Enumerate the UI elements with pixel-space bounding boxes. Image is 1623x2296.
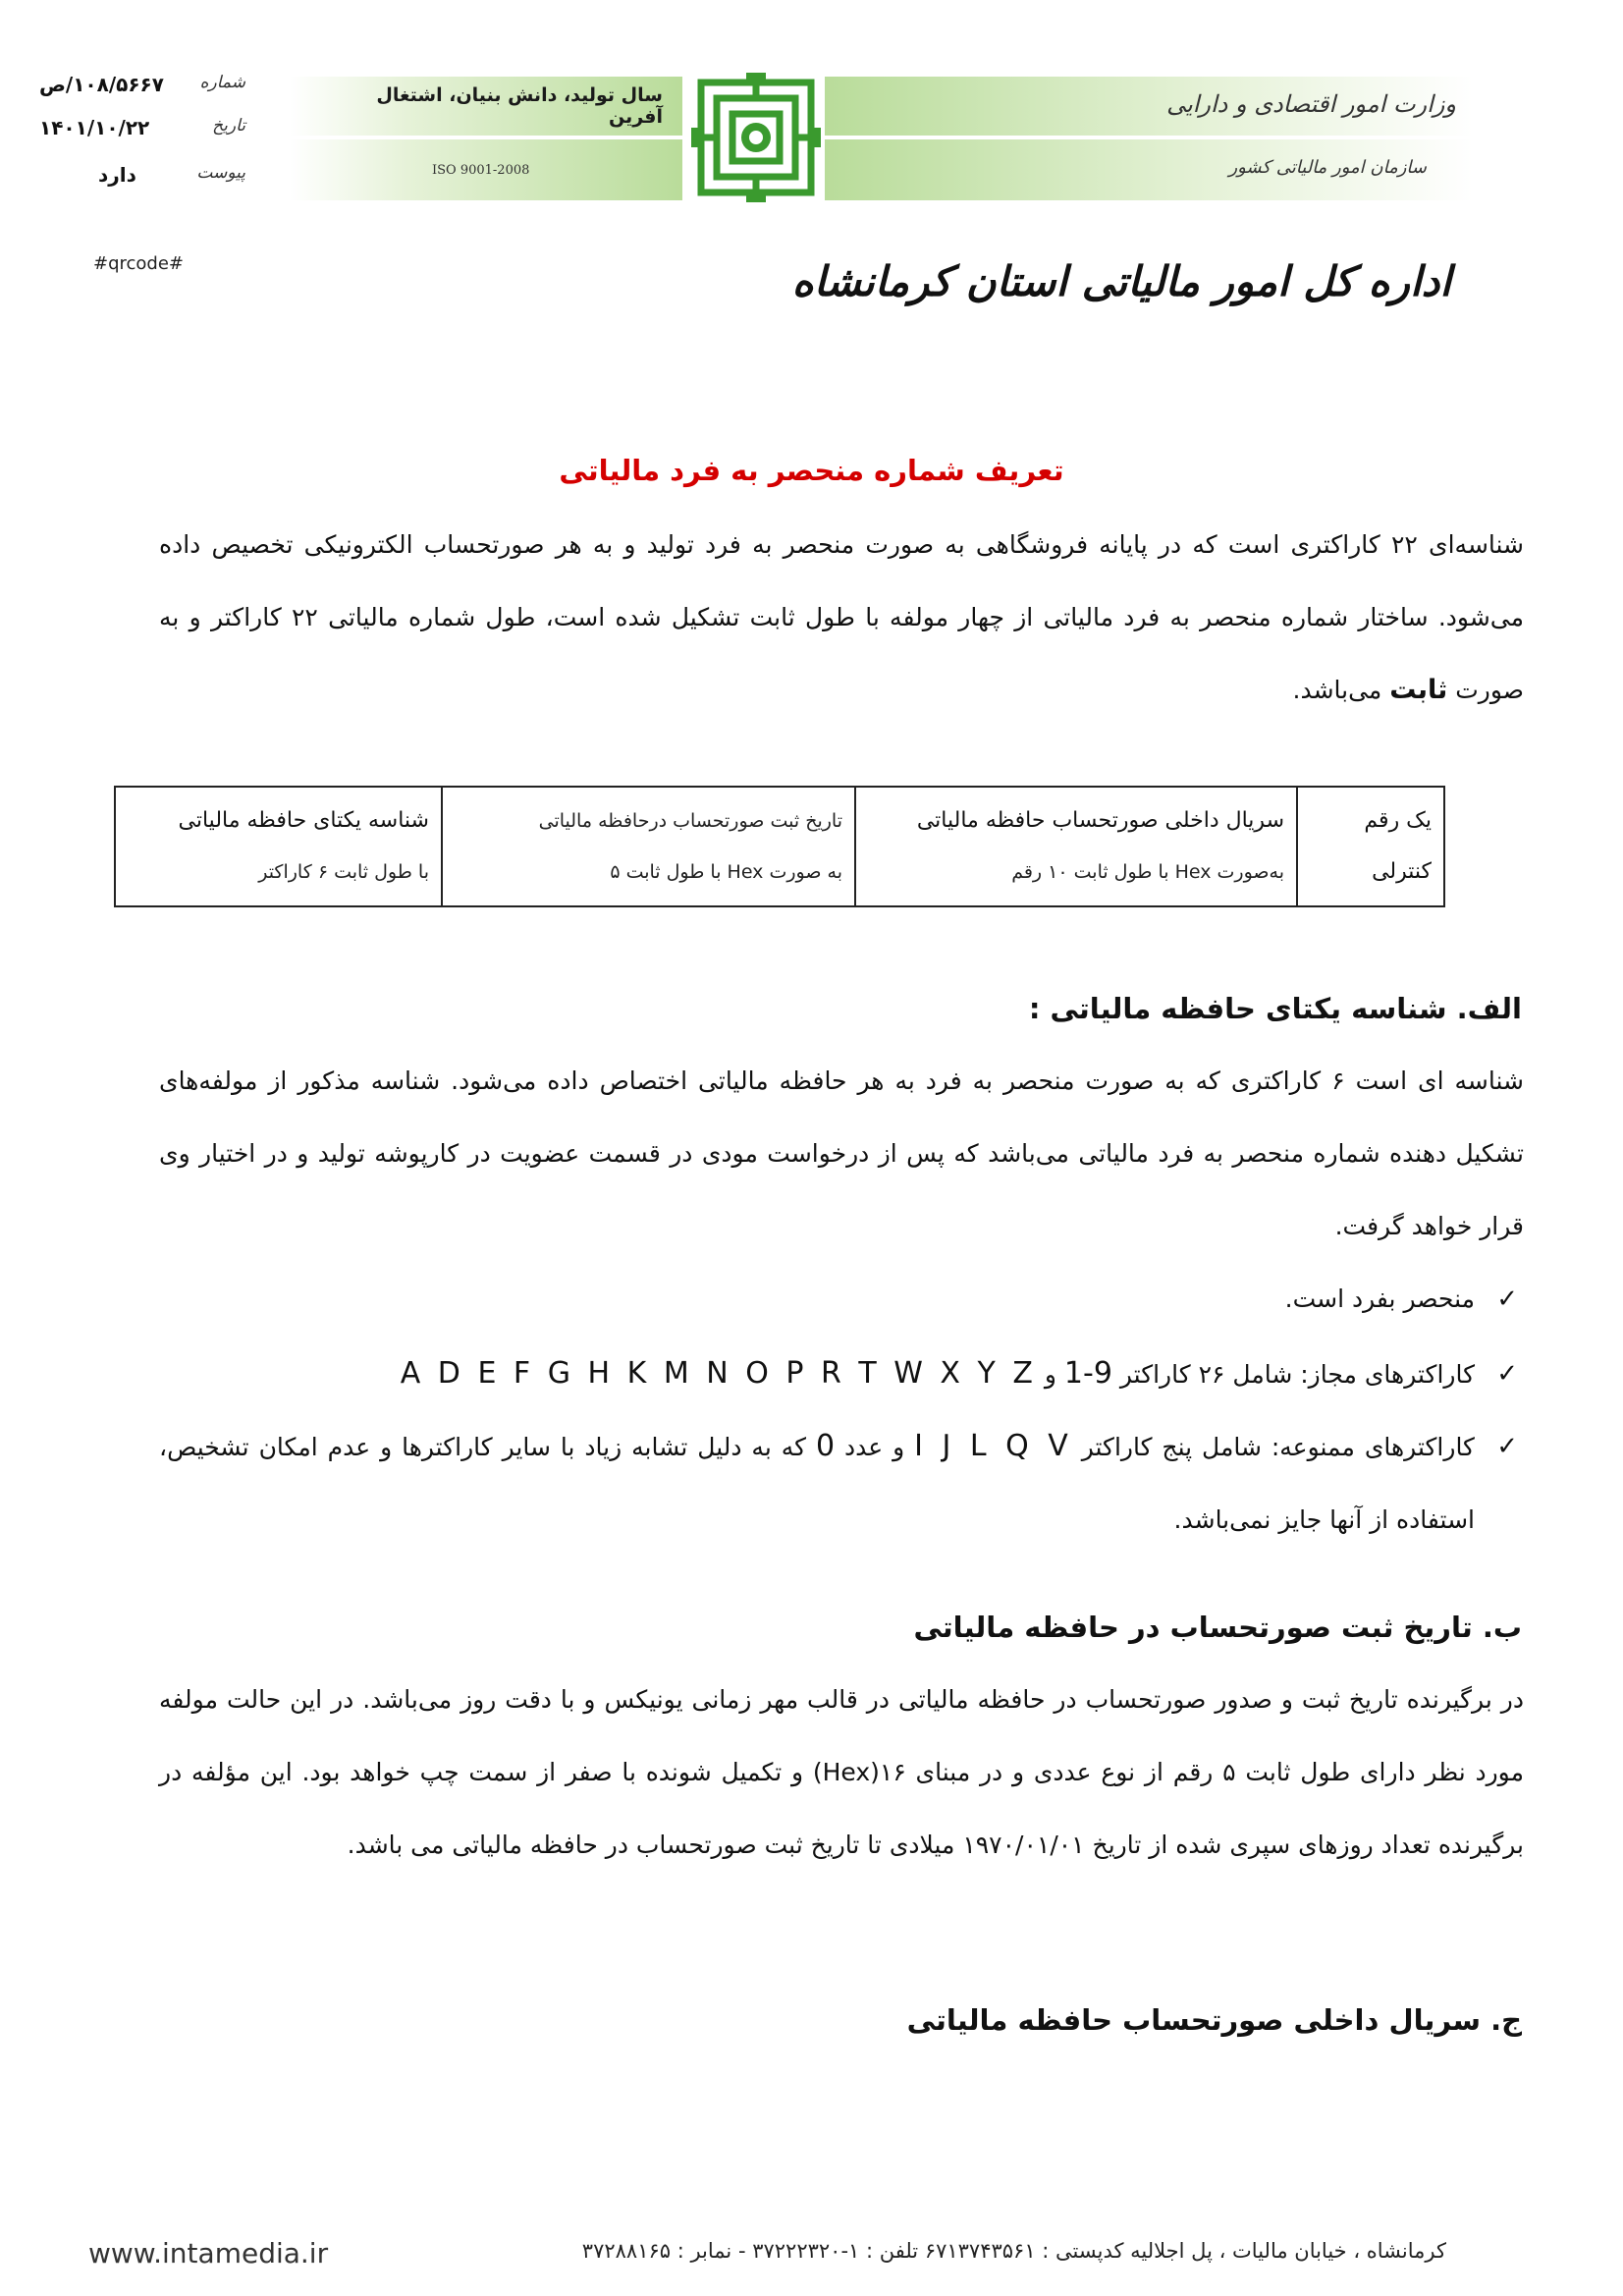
bullet-allowed-chars: [159, 1338, 1524, 1411]
letter-number-value: ۱۰۸/۵۶۶۷/ص: [39, 73, 164, 96]
table-cell-memory-id: [115, 787, 442, 906]
bullet-text: منحصر بفرد است.: [1284, 1285, 1475, 1313]
cell-line2: به صورت Hex با طول ثابت ۵: [610, 861, 842, 883]
forbidden-zero: 0: [815, 1429, 836, 1463]
checkmark-icon: ✓: [1496, 1359, 1518, 1389]
allowed-digits: 1-9: [1063, 1356, 1112, 1391]
letter-number-label: شماره: [199, 73, 245, 92]
letter-date: [39, 116, 245, 139]
ministry-name: وزارت امور اقتصادی و دارایی: [1166, 90, 1456, 118]
banner-divider-right: [825, 136, 1473, 139]
footer-address: کرمانشاه ، خیابان مالیات ، پل اجلالیه کدپستی : ۶۷۱۳۷۴۳۵۶۱ تلفن : ۱-۳۷۲۲۲۳۲۰ - نمابر : ۳۷۲۸۸۱۶۵: [581, 2239, 1446, 2263]
intro-end: می‌باشد.: [1292, 676, 1382, 704]
letter-date-value: ۱۴۰۱/۱۰/۲۲: [39, 116, 150, 139]
bullet-and: و: [1044, 1360, 1056, 1389]
table-row: [115, 787, 1444, 906]
forbidden-letters: I J L Q V: [914, 1429, 1072, 1463]
section-a-heading: الف. شناسه یکتای حافظه مالیاتی :: [1028, 992, 1522, 1025]
cell-line1: شناسه یکتای حافظه مالیاتی: [178, 808, 429, 833]
bullet-text: کاراکترهای مجاز: شامل ۲۶ کاراکتر: [1119, 1360, 1475, 1389]
table-cell-serial: [855, 787, 1297, 906]
tax-organization-logo: [691, 73, 821, 202]
letter-attachment: [39, 163, 245, 187]
document-title: تعریف شماره منحصر به فرد مالیاتی: [559, 454, 1064, 487]
bullet-unique: [159, 1263, 1524, 1336]
iso-label: ISO 9001-2008: [432, 163, 530, 178]
letter-attachment-label: پیوست: [196, 163, 245, 183]
letter-number: [39, 73, 245, 96]
section-b-text: در برگیرنده تاریخ ثبت و صدور صورتحساب در حافظه مالیاتی در قالب مهر زمانی یونیکس و با دقت روز می‌باشد. در این حالت مولفه مورد نظر دارای طول ثابت ۵ رقم از نوع عددی و در مبنای ۱۶(Hex) و تکمیل شونده با صفر از سمت چپ خواهد بود. این مؤلفه در برگیرنده تعداد روزهای سپری شده از تاریخ ۱۹۷۰/۰۱/۰۱ میلادی تا تاریخ ثبت صورتحساب در حافظه مالیاتی می باشد.: [159, 1685, 1524, 1859]
cell-line2: با طول ثابت ۶ کاراکتر: [258, 861, 429, 883]
intro-text: شناسه‌ای ۲۲ کاراکتری است که در پایانه فروشگاهی به صورت منحصر به فرد تولید و به هر صورتحساب الکترونیکی تخصیص داده می‌شود. ساختار شماره منحصر به فرد مالیاتی از چهار مولفه با طول ثابت تشکیل شده است، طول شماره مالیاتی ۲۲ کاراکتر و به صورت: [159, 530, 1525, 704]
year-slogan: سال تولید، دانش بنیان، اشتغال آفرین: [376, 84, 663, 128]
intro-bold-word: ثابت: [1389, 675, 1448, 705]
intro-paragraph: [159, 509, 1524, 727]
footer-website: www.intamedia.ir: [88, 2237, 329, 2269]
department-name: اداره کل امور مالیاتی استان کرمانشاه: [791, 257, 1451, 305]
qrcode-placeholder: #qrcode#: [93, 253, 185, 274]
checkmark-icon: ✓: [1496, 1432, 1518, 1461]
cell-line1: یک رقم: [1364, 808, 1432, 833]
cell-line1: تاریخ ثبت صورتحساب درحافظه مالیاتی: [538, 810, 842, 832]
cell-line2: به‌صورت Hex با طول ثابت ۱۰ رقم: [1011, 861, 1284, 883]
bullet-mid: و عدد: [844, 1433, 905, 1461]
checkmark-icon: ✓: [1496, 1285, 1518, 1314]
bullet-text: کاراکترهای ممنوعه: شامل پنج کاراکتر: [1081, 1433, 1475, 1461]
structure-table: [114, 786, 1445, 907]
organization-name: سازمان امور مالیاتی کشور: [1228, 157, 1427, 178]
cell-line1: سریال داخلی صورتحساب حافظه مالیاتی: [916, 808, 1284, 833]
banner-divider-left: [290, 136, 682, 139]
bullet-forbidden-chars: [159, 1410, 1524, 1557]
table-cell-date: [442, 787, 855, 906]
bullet-end: که به دلیل تشابه زیاد با سایر کاراکترها و عدم امکان تشخیص، استفاده از آنها جایز نمی‌باشد.: [159, 1433, 1475, 1534]
section-b-heading: ب. تاریخ ثبت صورتحساب در حافظه مالیاتی: [913, 1611, 1522, 1644]
cell-line2: کنترلی: [1372, 859, 1432, 884]
letter-date-label: تاریخ: [212, 116, 245, 136]
table-cell-control: [1297, 787, 1444, 906]
section-a-text: شناسه ای است ۶ کاراکتری که به صورت منحصر به فرد به هر حافظه مالیاتی اختصاص داده می‌شود. شناسه مذکور از مولفه‌های تشکیل دهنده شماره منحصر به فرد مالیاتی می‌باشد که پس از درخواست مودی در قسمت عضویت در کارپوشه تولید و در اختیار وی قرار خواهد گرفت.: [159, 1066, 1524, 1240]
section-c-heading: ج. سریال داخلی صورتحساب حافظه مالیاتی: [906, 2003, 1522, 2037]
allowed-letters: A D E F G H K M N O P R T W X Y Z: [400, 1356, 1037, 1391]
letter-attachment-value: دارد: [98, 163, 136, 187]
